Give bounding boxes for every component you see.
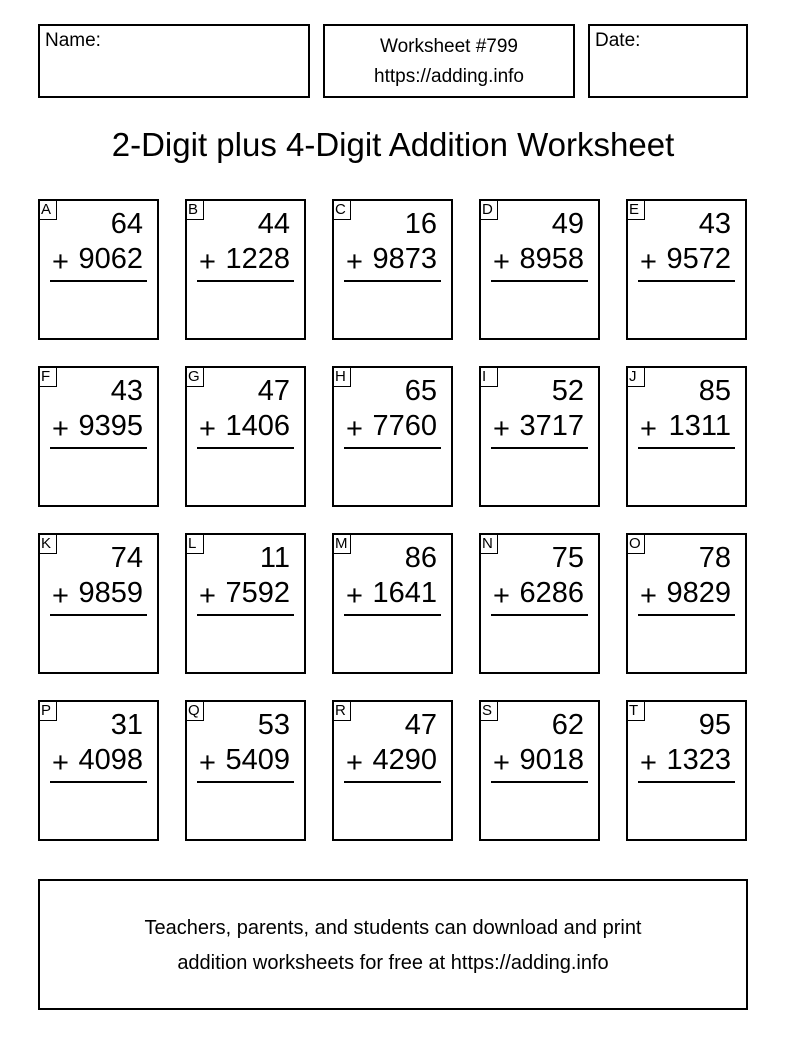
problem-top-number: 31 bbox=[110, 709, 143, 741]
plus-sign: + bbox=[52, 747, 69, 779]
problem-cell[interactable] bbox=[38, 533, 159, 674]
plus-sign: + bbox=[346, 747, 363, 779]
problem-top-number: 78 bbox=[698, 542, 731, 574]
problem-letter: K bbox=[38, 533, 57, 554]
name-box[interactable] bbox=[38, 24, 310, 98]
footer-line-2: addition worksheets for free at https://adding.info bbox=[177, 952, 609, 974]
problem-cell[interactable] bbox=[185, 533, 306, 674]
problem-top-number: 52 bbox=[551, 375, 584, 407]
plus-sign: + bbox=[493, 580, 510, 612]
problem-letter: F bbox=[38, 366, 57, 387]
answer-line bbox=[197, 447, 294, 449]
problem-cell[interactable] bbox=[479, 533, 600, 674]
problem-bottom-number: 4098 bbox=[78, 744, 143, 776]
plus-sign: + bbox=[199, 413, 216, 445]
plus-sign: + bbox=[640, 580, 657, 612]
problem-bottom-number: 4290 bbox=[372, 744, 437, 776]
problem-bottom-number: 9395 bbox=[78, 410, 143, 442]
problem-top-number: 43 bbox=[698, 208, 731, 240]
plus-sign: + bbox=[52, 246, 69, 278]
problem-top-number: 64 bbox=[110, 208, 143, 240]
problem-top-number: 86 bbox=[404, 542, 437, 574]
problem-cell[interactable] bbox=[626, 199, 747, 340]
problem-bottom-number: 1323 bbox=[666, 744, 731, 776]
problem-cell[interactable] bbox=[38, 366, 159, 507]
answer-line bbox=[197, 280, 294, 282]
worksheet-info-box bbox=[323, 24, 575, 98]
name-label: Name: bbox=[45, 30, 101, 51]
problem-top-number: 74 bbox=[110, 542, 143, 574]
problem-bottom-number: 8958 bbox=[519, 243, 584, 275]
problem-bottom-number: 6286 bbox=[519, 577, 584, 609]
answer-line bbox=[50, 781, 147, 783]
answer-line bbox=[50, 280, 147, 282]
answer-line bbox=[344, 280, 441, 282]
problem-cell[interactable] bbox=[626, 533, 747, 674]
plus-sign: + bbox=[199, 747, 216, 779]
answer-line bbox=[197, 614, 294, 616]
problem-cell[interactable] bbox=[38, 700, 159, 841]
problem-cell[interactable] bbox=[185, 199, 306, 340]
problem-bottom-number: 9062 bbox=[78, 243, 143, 275]
problem-letter: P bbox=[38, 700, 57, 721]
problem-letter: J bbox=[626, 366, 645, 387]
problem-bottom-number: 9018 bbox=[519, 744, 584, 776]
problem-letter: E bbox=[626, 199, 645, 220]
plus-sign: + bbox=[199, 246, 216, 278]
plus-sign: + bbox=[52, 580, 69, 612]
answer-line bbox=[638, 781, 735, 783]
problem-top-number: 47 bbox=[404, 709, 437, 741]
problem-top-number: 75 bbox=[551, 542, 584, 574]
problem-letter: R bbox=[332, 700, 351, 721]
problem-cell[interactable] bbox=[332, 533, 453, 674]
answer-line bbox=[638, 614, 735, 616]
plus-sign: + bbox=[346, 580, 363, 612]
problem-letter: T bbox=[626, 700, 645, 721]
problem-top-number: 16 bbox=[404, 208, 437, 240]
problem-top-number: 53 bbox=[257, 709, 290, 741]
problem-bottom-number: 1228 bbox=[225, 243, 290, 275]
plus-sign: + bbox=[640, 747, 657, 779]
problem-top-number: 44 bbox=[257, 208, 290, 240]
plus-sign: + bbox=[640, 413, 657, 445]
answer-line bbox=[50, 447, 147, 449]
answer-line bbox=[491, 447, 588, 449]
problem-letter: B bbox=[185, 199, 204, 220]
answer-line bbox=[491, 614, 588, 616]
plus-sign: + bbox=[346, 246, 363, 278]
problem-letter: N bbox=[479, 533, 498, 554]
answer-line bbox=[638, 447, 735, 449]
problem-letter: A bbox=[38, 199, 57, 220]
problem-letter: H bbox=[332, 366, 351, 387]
answer-line bbox=[344, 447, 441, 449]
problem-letter: S bbox=[479, 700, 498, 721]
footer-text bbox=[40, 911, 746, 981]
problem-letter: O bbox=[626, 533, 645, 554]
problem-cell[interactable] bbox=[332, 366, 453, 507]
problem-bottom-number: 9859 bbox=[78, 577, 143, 609]
problem-top-number: 43 bbox=[110, 375, 143, 407]
problem-cell[interactable] bbox=[479, 700, 600, 841]
problem-top-number: 49 bbox=[551, 208, 584, 240]
problem-letter: C bbox=[332, 199, 351, 220]
plus-sign: + bbox=[493, 246, 510, 278]
plus-sign: + bbox=[493, 413, 510, 445]
worksheet-number: Worksheet #799 bbox=[379, 36, 518, 57]
problem-cell[interactable] bbox=[626, 700, 747, 841]
problem-bottom-number: 5409 bbox=[225, 744, 290, 776]
problem-bottom-number: 1641 bbox=[372, 577, 437, 609]
problem-bottom-number: 9873 bbox=[372, 243, 437, 275]
problem-top-number: 11 bbox=[259, 542, 290, 574]
problem-letter: L bbox=[185, 533, 204, 554]
date-box[interactable] bbox=[588, 24, 748, 98]
plus-sign: + bbox=[640, 246, 657, 278]
problem-cell[interactable] bbox=[38, 199, 159, 340]
problem-bottom-number: 9572 bbox=[666, 243, 731, 275]
plus-sign: + bbox=[52, 413, 69, 445]
problem-cell[interactable] bbox=[185, 366, 306, 507]
page-title: 2-Digit plus 4-Digit Addition Worksheet bbox=[111, 126, 675, 163]
date-label: Date: bbox=[595, 30, 641, 51]
problem-top-number: 47 bbox=[257, 375, 290, 407]
problem-top-number: 85 bbox=[698, 375, 731, 407]
plus-sign: + bbox=[493, 747, 510, 779]
problem-bottom-number: 7760 bbox=[372, 410, 437, 442]
problem-top-number: 62 bbox=[551, 709, 584, 741]
problem-cell[interactable] bbox=[479, 366, 600, 507]
footer-box bbox=[38, 879, 748, 1010]
answer-line bbox=[197, 781, 294, 783]
answer-line bbox=[344, 614, 441, 616]
answer-line bbox=[344, 781, 441, 783]
answer-line bbox=[50, 614, 147, 616]
problem-letter: G bbox=[185, 366, 204, 387]
plus-sign: + bbox=[346, 413, 363, 445]
problem-cell[interactable] bbox=[185, 700, 306, 841]
problem-letter: I bbox=[479, 366, 498, 387]
problem-cell[interactable] bbox=[626, 366, 747, 507]
problem-bottom-number: 9829 bbox=[666, 577, 731, 609]
answer-line bbox=[491, 781, 588, 783]
answer-line bbox=[491, 280, 588, 282]
problem-cell[interactable] bbox=[332, 199, 453, 340]
plus-sign: + bbox=[199, 580, 216, 612]
problem-bottom-number: 7592 bbox=[225, 577, 290, 609]
problem-cell[interactable] bbox=[479, 199, 600, 340]
problem-bottom-number: 3717 bbox=[519, 410, 584, 442]
problem-letter: Q bbox=[185, 700, 204, 721]
answer-line bbox=[638, 280, 735, 282]
problem-bottom-number: 1311 bbox=[668, 410, 731, 442]
problem-top-number: 95 bbox=[698, 709, 731, 741]
worksheet-url: https://adding.info bbox=[374, 66, 524, 87]
footer-line-1: Teachers, parents, and students can download and print bbox=[144, 917, 642, 939]
problem-letter: D bbox=[479, 199, 498, 220]
problem-cell[interactable] bbox=[332, 700, 453, 841]
problem-top-number: 65 bbox=[404, 375, 437, 407]
problem-bottom-number: 1406 bbox=[225, 410, 290, 442]
problem-letter: M bbox=[332, 533, 351, 554]
